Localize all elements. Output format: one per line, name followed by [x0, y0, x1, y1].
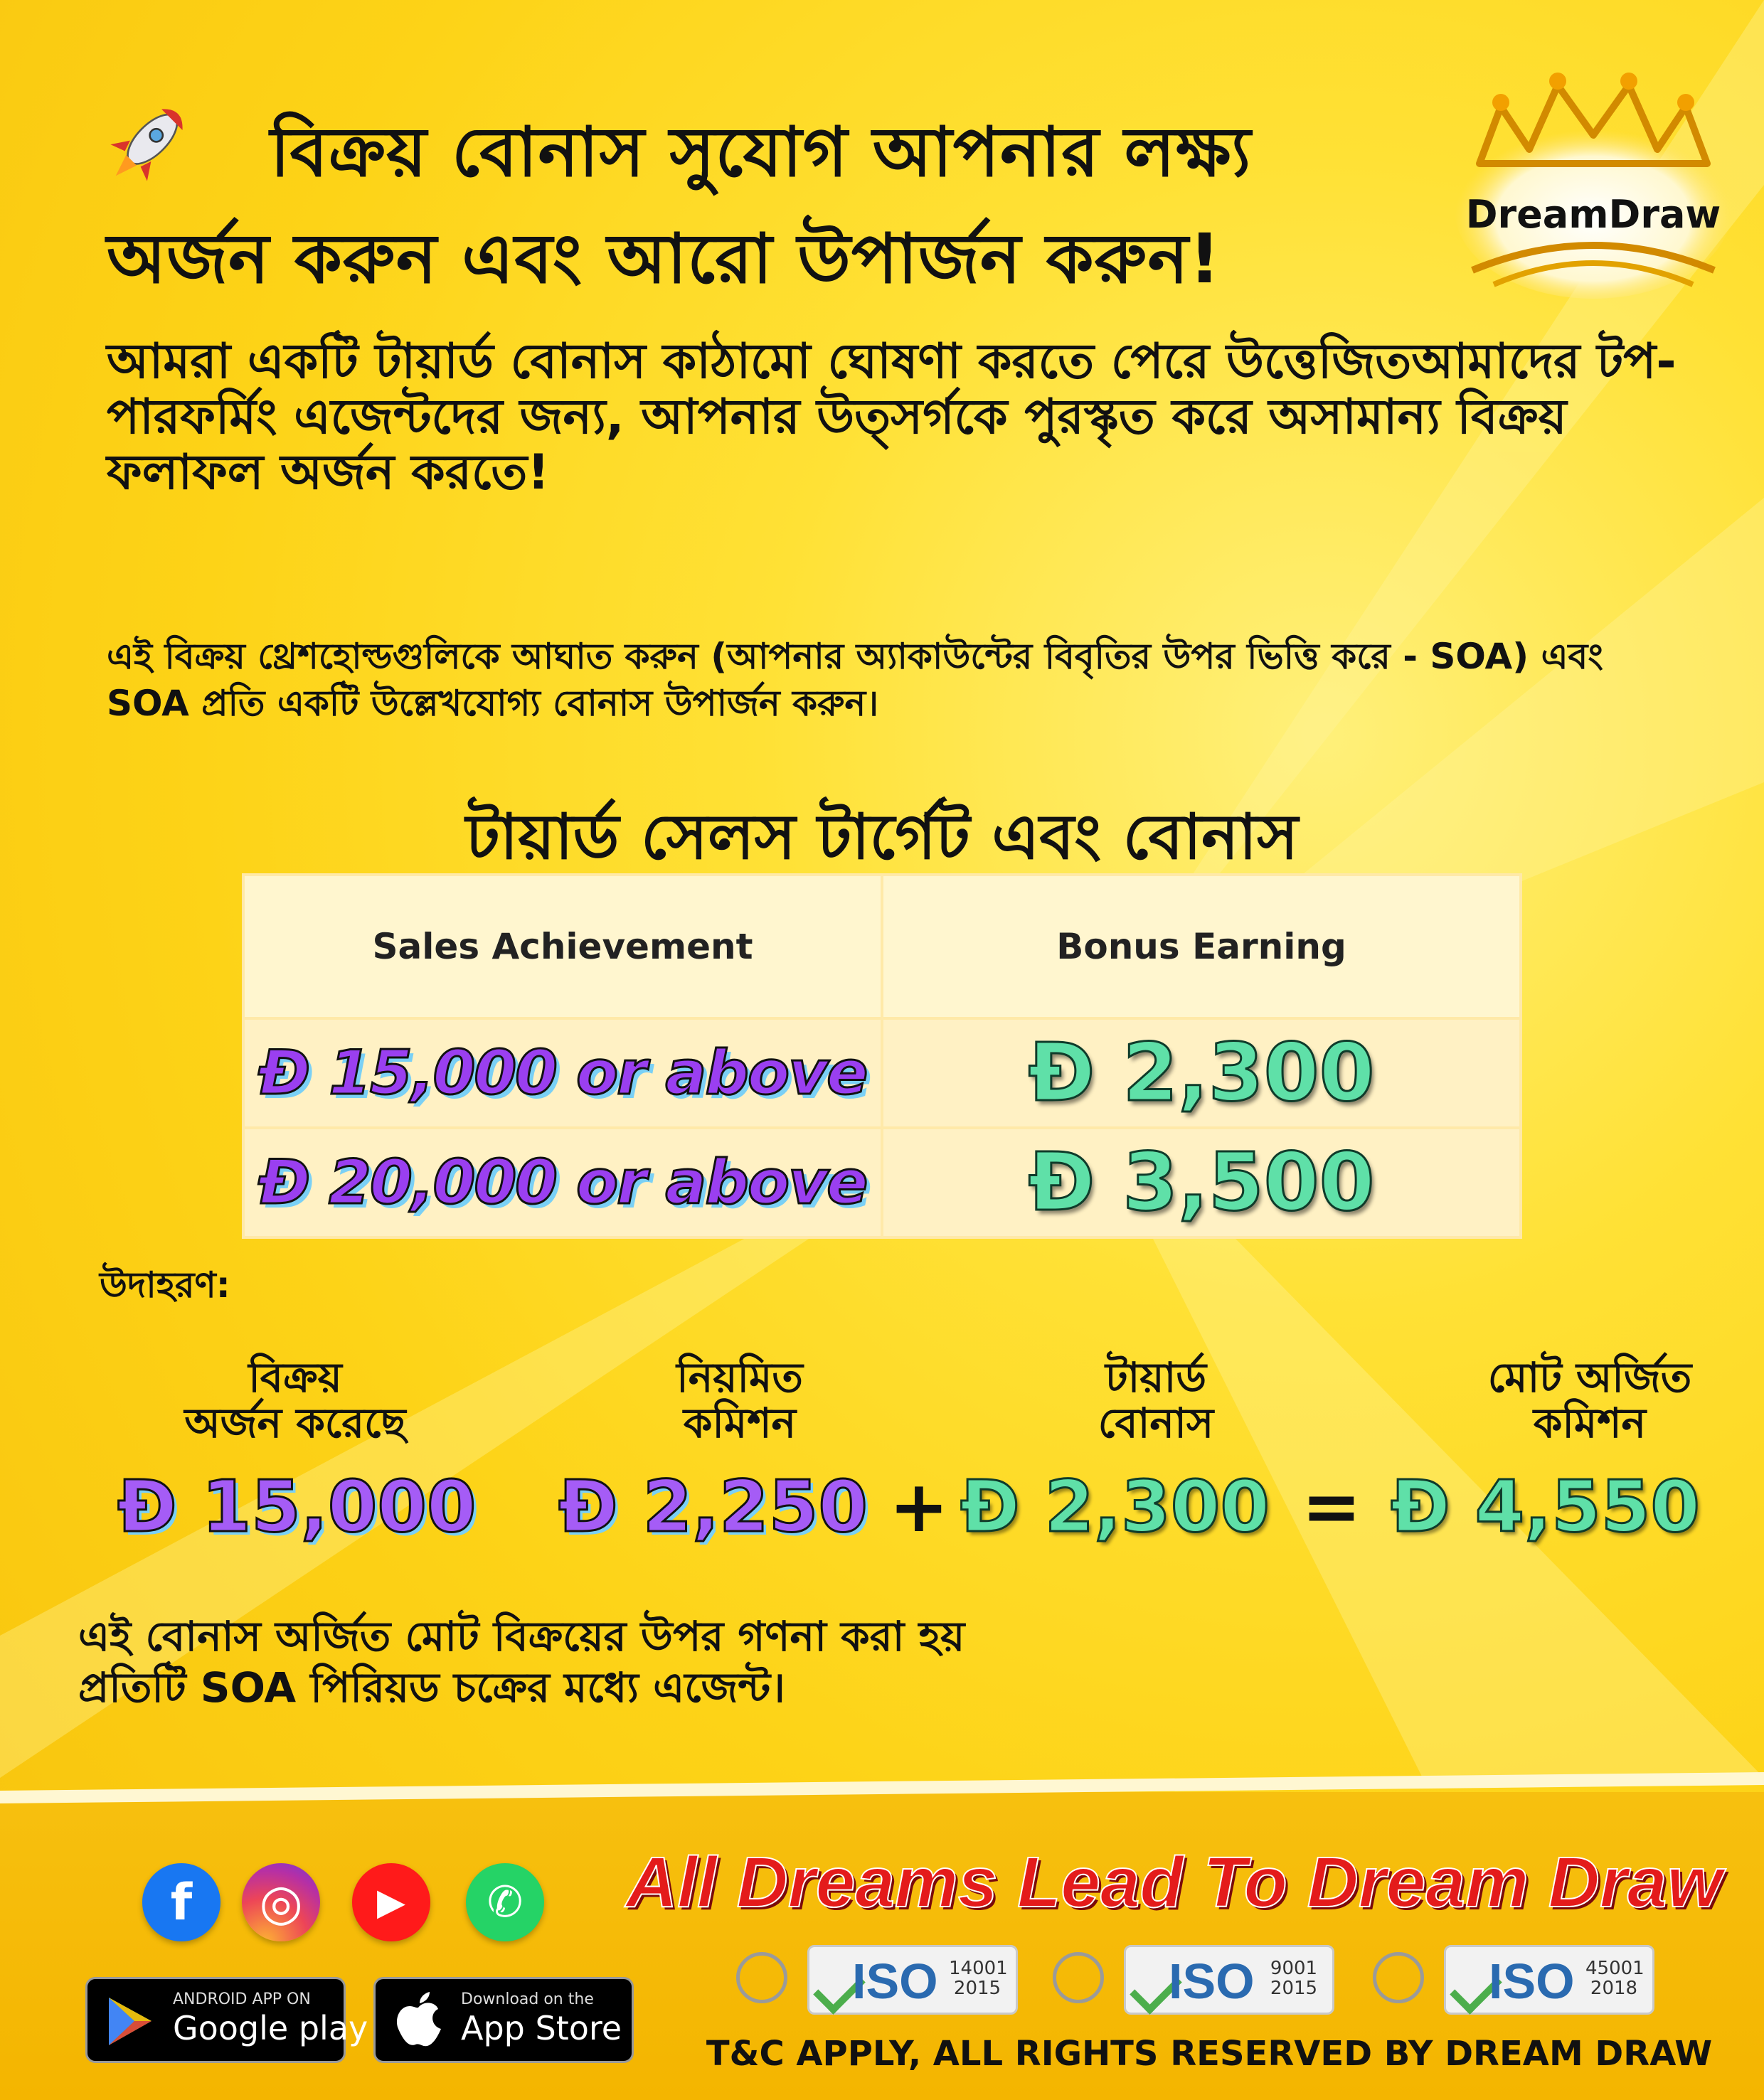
slogan: All Dreams Lead To Dream Draw [626, 1843, 1723, 1922]
example-value-tiered-bonus: Đ 2,300 [960, 1465, 1270, 1548]
label-line: কমিশন [1533, 1399, 1647, 1447]
sales-cell [243, 1018, 882, 1128]
example-label-regular-commission [562, 1355, 918, 1446]
google-play-small-text: ANDROID APP ON [173, 1990, 311, 2008]
example-value-total-commission: Đ 4,550 [1391, 1465, 1700, 1548]
plus-sign: + [889, 1465, 949, 1548]
bonus-note [78, 1611, 1643, 1713]
description-paragraph: এই বিক্রয় থ্রেশহোল্ডগুলিকে আঘাত করুন (আপনার অ্যাকাউন্টের বিবৃতির উপর ভিত্তি করে - SOA) এবং SOA প্রতি একটি উল্লেখযোগ্য বোনাস উপার্জন করুন। [107, 636, 1603, 724]
title-line-2: অর্জন করুন এবং আরো উপার্জন করুন! [107, 219, 1221, 299]
label-line: মোট অর্জিত [1487, 1353, 1692, 1402]
iso-year-value: 2015 [953, 1978, 1001, 1999]
app-store-badge[interactable] [373, 1977, 634, 2063]
iso-year [949, 1958, 1006, 1998]
label-line: কমিশন [683, 1399, 797, 1447]
example-value-regular-commission: Đ 2,250 [558, 1465, 868, 1548]
intro-paragraph: আমরা একটি টায়ার্ড বোনাস কাঠামো ঘোষণা করতে পেরে উত্তেজিতআমাদের টপ-পারফর্মিং এজেন্টদের জন্য, আপনার উত্সর্গকে পুরস্কৃত করে অসামান্য বিক্রয় ফলাফল অর্জন করতে! [107, 334, 1677, 501]
example-label-sales [117, 1355, 473, 1446]
example-label: উদাহরণ: [100, 1264, 230, 1306]
google-play-icon [103, 1995, 156, 2048]
label-line: বিক্রয় [248, 1353, 342, 1402]
iso-year [1265, 1958, 1322, 1998]
header-sales-achievement: Sales Achievement [243, 875, 882, 1018]
crown-icon [1451, 57, 1736, 299]
instagram-icon[interactable] [242, 1863, 320, 1941]
dreamdraw-logo [1451, 57, 1736, 299]
label-line: নিয়মিত [676, 1353, 803, 1402]
table-row [243, 1128, 1521, 1237]
iso-text: ISO [1489, 1954, 1575, 2009]
sales-value: Đ 15,000 or above [258, 1038, 867, 1109]
label-line: বোনাস [1098, 1399, 1214, 1447]
iso-badge-45001 [1444, 1945, 1654, 2015]
note-line-1: এই বোনাস অর্জিত মোট বিক্রয়ের উপর গণনা করা হয় [78, 1612, 965, 1661]
whatsapp-glyph: ✆ [487, 1877, 524, 1927]
bonus-cell [882, 1018, 1521, 1128]
iso-year-value: 2015 [1270, 1978, 1318, 1999]
table-row [243, 1018, 1521, 1128]
tiers-table [242, 873, 1522, 1239]
terms-text: T&C APPLY, ALL RIGHTS RESERVED BY DREAM DRAW [706, 2034, 1713, 2074]
example-label-total-commission [1412, 1355, 1764, 1446]
whatsapp-icon[interactable] [466, 1863, 544, 1941]
google-play-text: Google play [173, 2009, 368, 2047]
facebook-icon[interactable] [142, 1863, 220, 1941]
bonus-value: Đ 3,500 [1028, 1136, 1375, 1229]
app-store-text: App Store [461, 2009, 622, 2047]
health-plus-icon [1373, 1952, 1424, 2003]
header-bonus-earning: Bonus Earning [882, 875, 1521, 1018]
rocket-icon [100, 100, 192, 192]
label-line: টায়ার্ড [1105, 1353, 1207, 1402]
iso-year-value: 2018 [1590, 1978, 1638, 1999]
bonus-value: Đ 2,300 [1028, 1027, 1375, 1119]
label-line: অর্জন করেছে [184, 1399, 406, 1447]
bonus-cell [882, 1128, 1521, 1237]
apple-icon [393, 1992, 444, 2049]
iso-text: ISO [1169, 1954, 1255, 2009]
note-line-2: প্রতিটি SOA পিরিয়ড চক্রের মধ্যে এজেন্ট। [78, 1663, 785, 1712]
iso-number: 45001 [1585, 1958, 1645, 1979]
app-store-small-text: Download on the [461, 1990, 594, 2008]
iso-badge-14001 [807, 1945, 1018, 2015]
equals-sign: = [1302, 1465, 1361, 1548]
iso-text: ISO [852, 1954, 938, 2009]
tiers-title: টায়ার্ড সেলস টার্গেট এবং বোনাস [465, 800, 1299, 873]
badge-check-icon [1053, 1952, 1104, 2003]
leaf-icon [736, 1952, 787, 2003]
example-label-tiered-bonus [978, 1355, 1334, 1446]
tiers-header-row [243, 875, 1521, 1018]
sales-value: Đ 20,000 or above [258, 1147, 867, 1218]
iso-year [1585, 1958, 1645, 1999]
example-value-sales: Đ 15,000 [117, 1465, 477, 1548]
title-line-1: বিক্রয় বোনাস সুযোগ আপনার লক্ষ্য [270, 112, 1252, 192]
sales-cell [243, 1128, 882, 1237]
youtube-icon[interactable] [352, 1863, 430, 1941]
iso-badge-9001 [1124, 1945, 1334, 2015]
iso-number: 9001 [1270, 1958, 1318, 1979]
google-play-badge[interactable] [85, 1977, 368, 2063]
logo-text: DreamDraw [1465, 192, 1721, 237]
iso-number: 14001 [949, 1958, 1008, 1979]
youtube-glyph: ▶ [377, 1881, 405, 1924]
facebook-glyph: f [170, 1873, 193, 1931]
instagram-glyph: ◎ [259, 1873, 303, 1931]
